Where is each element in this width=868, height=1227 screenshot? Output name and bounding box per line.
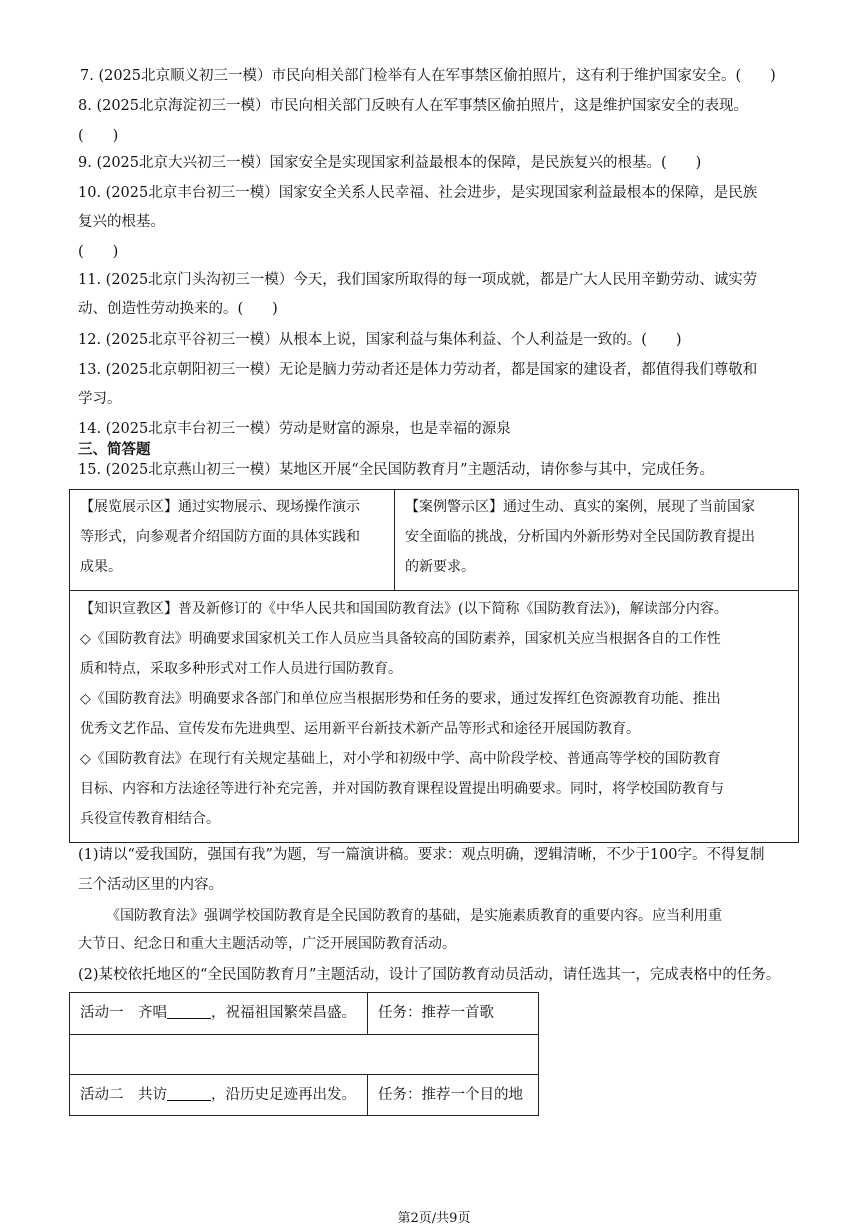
question-text: (2025北京顺义初三一模）市民向相关部门检举有人在军事禁区偷拍照片，这有利于维护国家安全。( ) [98, 68, 776, 84]
question-text: (2025北京海淀初三一模）市民向相关部门反映有人在军事禁区偷拍照片，这是维护国家安全的表现。 [96, 98, 749, 114]
question-text: (2025北京燕山初三一模）某地区开展“全民国防教育月”主题活动，请你参与其中，完成任务。 [105, 462, 715, 478]
question-text: (2025北京门头沟初三一模）今天，我们国家所取得的每一项成就，都是广大人民用辛勤劳动、诚实劳 [105, 272, 758, 288]
table-divider [69, 1034, 539, 1035]
exhibit-zone-line: 【展览展示区】通过实物展示、现场操作演示 [80, 499, 360, 515]
question-text: (2025北京丰台初三一模）国家安全关系人民幸福、社会进步，是实现国家利益最根本的保障，是民族 [105, 185, 758, 201]
activity-2-text: ，沿历史足迹再出发。 [211, 1087, 356, 1103]
question-8-answer-bracket: ( ) [78, 128, 119, 144]
activity-1-cell [80, 1001, 356, 1022]
question-number: 11. [78, 272, 102, 288]
warning-zone-line: 【案例警示区】通过生动、真实的案例，展现了当前国家 [405, 499, 755, 515]
knowledge-zone-line: ◇《国防教育法》明确要求各部门和单位应当根据形势和任务的要求，通过发挥红色资源教育功能、推出 [80, 691, 721, 707]
question-11 [78, 270, 798, 290]
knowledge-zone-line: 质和特点，采取多种形式对工作人员进行国防教育。 [80, 661, 402, 677]
warning-zone-line: 安全面临的挑战，分析国内外新形势对全民国防教育提出 [405, 529, 755, 545]
task-1-cell: 任务：推荐一首歌 [378, 1005, 494, 1021]
exhibit-zone-cell [70, 492, 394, 582]
knowledge-zone-line: ◇《国防教育法》在现行有关规定基础上，对小学和初级中学、高中阶段学校、普通高等学校的国防教育 [80, 751, 721, 767]
question-11-continued: 动、创造性劳动换来的。( ) [78, 301, 278, 317]
table-divider [367, 992, 368, 1034]
warning-zone-line: 的新要求。 [405, 559, 475, 575]
question-15 [78, 460, 798, 480]
activity-2-label: 活动二 共访 [80, 1087, 167, 1103]
knowledge-zone-line: ◇《国防教育法》明确要求国家机关工作人员应当具备较高的国防素养，国家机关应当根据各自的工作性 [80, 631, 721, 647]
question-number: 10. [78, 185, 102, 201]
knowledge-zone-cell [70, 594, 798, 834]
question-number: 15. [78, 462, 102, 478]
question-number: 8. [78, 98, 92, 114]
sub-question-2: (2)某校依托地区的“全民国防教育月”主题活动，设计了国防教育动员活动，请任选其一，完成表格中的任务。 [78, 967, 781, 983]
sub-question-1-continued: 三个活动区里的内容。 [78, 877, 223, 893]
activity-2-blank[interactable] [167, 1086, 211, 1101]
table-divider [69, 1074, 539, 1075]
task-2-cell: 任务：推荐一个目的地 [378, 1087, 523, 1103]
section-heading: 三、简答题 [78, 441, 151, 458]
question-number: 12. [78, 332, 102, 348]
question-text: (2025北京平谷初三一模）从根本上说，国家利益与集体利益、个人利益是一致的。( ) [105, 332, 682, 348]
table-divider [69, 590, 799, 591]
activity-1-text: ，祝福祖国繁荣昌盛。 [211, 1005, 356, 1021]
question-7 [80, 66, 800, 86]
question-number: 7. [80, 68, 94, 84]
question-9 [78, 153, 798, 173]
exhibit-zone-line: 等形式，向参观者介绍国防方面的具体实践和 [80, 529, 360, 545]
page-number: 第2页/共9页 [397, 1211, 471, 1226]
question-10-answer-bracket: ( ) [78, 244, 119, 260]
activity-2-cell [80, 1083, 356, 1104]
warning-zone-cell [395, 492, 798, 582]
knowledge-zone-line: 兵役宣传教育相结合。 [80, 811, 220, 827]
question-10 [78, 183, 798, 203]
question-10-continued: 复兴的根基。 [78, 214, 165, 230]
question-number: 9. [78, 155, 92, 171]
question-text: (2025北京大兴初三一模）国家安全是实现国家利益最根本的保障，是民族复兴的根基。( ) [96, 155, 702, 171]
sub-question-1: (1)请以“爱我国防，强国有我”为题，写一篇演讲稿。要求：观点明确，逻辑清晰，不少于100字。不得复制 [78, 847, 765, 863]
question-number: 13. [78, 362, 102, 378]
question-number: 14. [78, 421, 102, 437]
exhibit-zone-line: 成果。 [80, 559, 122, 575]
question-8 [78, 96, 798, 116]
question-12 [78, 330, 798, 350]
question-text: (2025北京丰台初三一模）劳动是财富的源泉，也是幸福的源泉 [105, 421, 511, 437]
question-text: (2025北京朝阳初三一模）无论是脑力劳动者还是体力劳动者，都是国家的建设者，都值得我们尊敬和 [105, 362, 758, 378]
question-14 [78, 419, 798, 439]
question-13 [78, 360, 798, 380]
activity-1-blank[interactable] [167, 1004, 211, 1019]
law-quote-continued: 大节日、纪念日和重大主题活动等，广泛开展国防教育活动。 [78, 936, 456, 952]
knowledge-zone-line: 【知识宣教区】普及新修订的《中华人民共和国国防教育法》(以下简称《国防教育法》)，解读部分内容。 [80, 601, 728, 617]
question-13-continued: 学习。 [78, 391, 122, 407]
knowledge-zone-line: 优秀文艺作品、宣传发布先进典型、运用新平台新技术新产品等形式和途径开展国防教育。 [80, 721, 640, 737]
law-quote: 《国防教育法》强调学校国防教育是全民国防教育的基础，是实施素质教育的重要内容。应当利用重 [106, 908, 722, 924]
activity-1-label: 活动一 齐唱 [80, 1005, 167, 1021]
table-divider [367, 1074, 368, 1116]
knowledge-zone-line: 目标、内容和方法途径等进行补充完善，并对国防教育课程设置提出明确要求。同时，将学校国防教育与 [80, 781, 724, 797]
